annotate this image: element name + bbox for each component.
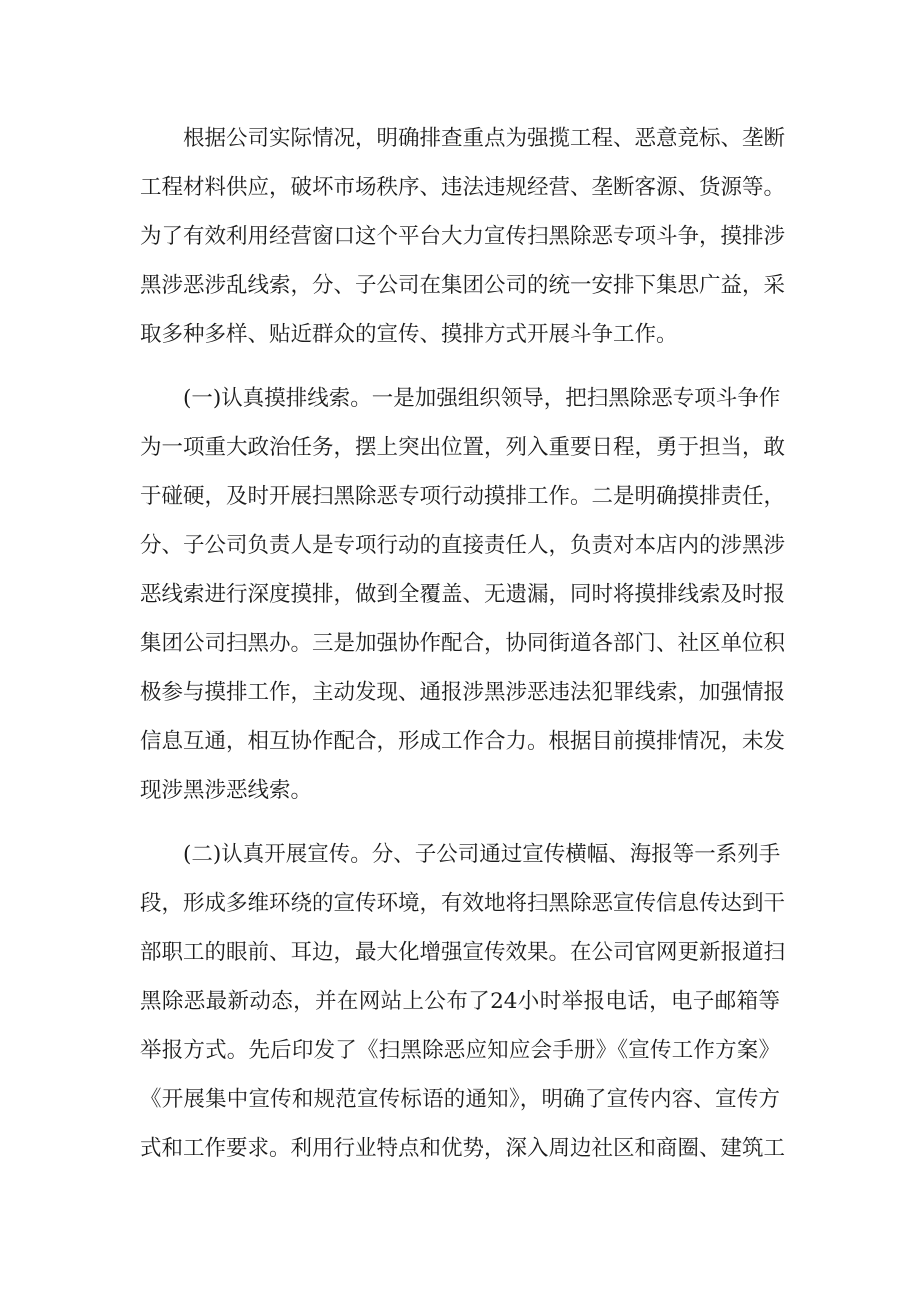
text-line: 为了有效利用经营窗口这个平台大力宣传扫黑除恶专项斗争，摸排涉 — [140, 224, 786, 249]
paragraph-section-1-clue-investigation — [140, 374, 786, 815]
text-line: 恶线索进行深度摸排，做到全覆盖、无遗漏，同时将摸排线索及时报 — [140, 582, 786, 607]
text-line: 段，形成多维环绕的宣传环境，有效地将扫黑除恶宣传信息传达到干 — [140, 891, 786, 916]
text-line: 取多种多样、贴近群众的宣传、摸排方式开展斗争工作。 — [140, 322, 678, 347]
paragraph-investigation-focus — [140, 114, 786, 359]
text-line: 信息互通，相互协作配合，形成工作合力。根据目前摸排情况，未发 — [140, 729, 786, 754]
text-line: 工程材料供应，破坏市场秩序、违法违规经营、垄断客源、货源等。 — [140, 175, 786, 200]
text-line: 部职工的眼前、耳边，最大化增强宣传效果。在公司官网更新报道扫 — [140, 940, 786, 965]
text-line: (二)认真开展宣传。分、子公司通过宣传横幅、海报等一系列手 — [183, 842, 781, 867]
text-line: 根据公司实际情况，明确排查重点为强揽工程、恶意竞标、垄断 — [183, 126, 786, 151]
text-line: 《开展集中宣传和规范宣传标语的通知》，明确了宣传内容、宣传方 — [140, 1087, 780, 1112]
text-line: 分、子公司负责人是专项行动的直接责任人，负责对本店内的涉黑涉 — [140, 533, 786, 558]
text-line: (一)认真摸排线索。一是加强组织领导，把扫黑除恶专项斗争作 — [183, 386, 781, 411]
text-line: 现涉黑涉恶线索。 — [140, 778, 313, 803]
text-line: 于碰硬，及时开展扫黑除恶专项行动摸排工作。二是明确摸排责任， — [140, 484, 786, 509]
text-line: 黑除恶最新动态，并在网站上公布了24小时举报电话，电子邮箱等 — [140, 989, 780, 1014]
text-line: 为一项重大政治任务，摆上突出位置，列入重要日程，勇于担当，敢 — [140, 435, 786, 460]
paragraph-section-2-publicity — [140, 830, 786, 1173]
text-line: 极参与摸排工作，主动发现、通报涉黑涉恶违法犯罪线索，加强情报 — [140, 680, 786, 705]
text-line: 黑涉恶涉乱线索，分、子公司在集团公司的统一安排下集思广益，采 — [140, 273, 786, 298]
text-line: 集团公司扫黑办。三是加强协作配合，协同街道各部门、社区单位积 — [140, 631, 786, 656]
text-line: 举报方式。先后印发了《扫黑除恶应知应会手册》《宣传工作方案》 — [140, 1038, 780, 1063]
text-line: 式和工作要求。利用行业特点和优势，深入周边社区和商圈、建筑工 — [140, 1136, 786, 1161]
